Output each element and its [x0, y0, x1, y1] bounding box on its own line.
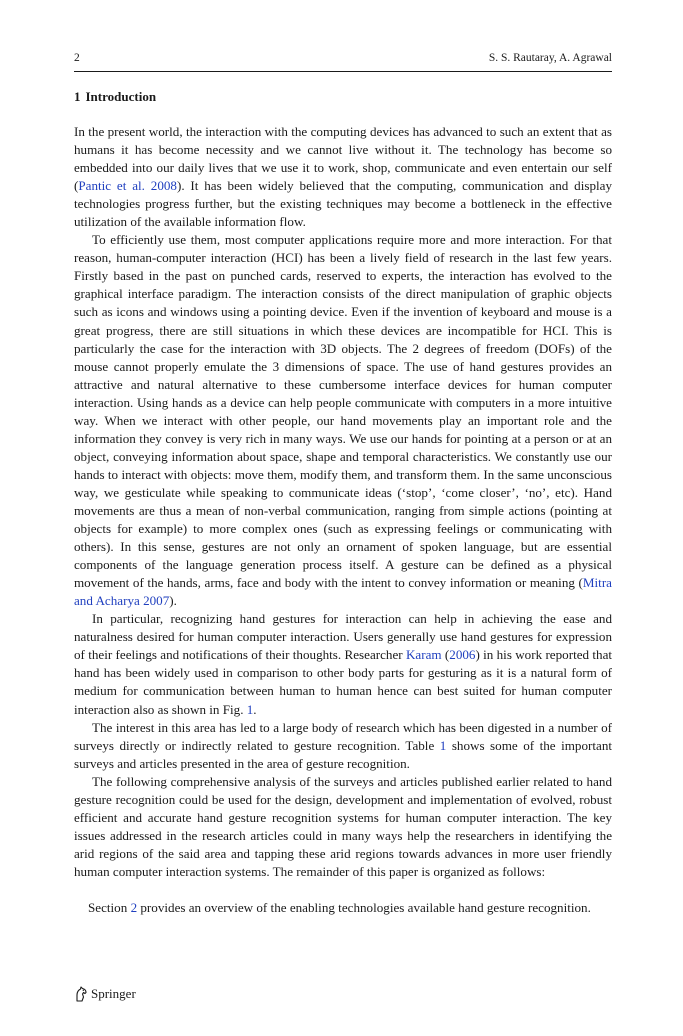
body-text [74, 123, 612, 917]
table-link[interactable]: 1 [439, 737, 447, 753]
section-number: 1 [74, 89, 81, 104]
text-run: The following comprehensive analysis of the surveys and articles published earlier related to hand gesture recognition could be used for the design, development and implementation of evolved, robust efficient and accurate hand gesture recognition systems for human computer interaction. The key issues addressed in the research articles could in many ways help the researchers in identifying the arid regions of the said area and tapping these arid regions towards advances in more user friendly human computer interaction systems. The remainder of this paper is organized as follows: [74, 773, 612, 879]
section-link[interactable]: 2 [130, 899, 138, 915]
header-rule [74, 71, 612, 72]
text-run: ). [169, 593, 177, 609]
text-run: shows some of the important surveys and articles presented in the area of gesture recognition. [74, 737, 613, 771]
text-run: . [253, 701, 257, 717]
citation-link[interactable]: Pantic et al. 2008 [78, 178, 177, 194]
text-run: provides an overview of the enabling technologies available hand gesture recognition. [137, 899, 591, 915]
publisher-footer [74, 985, 136, 1003]
text-run: Section [88, 899, 131, 915]
section-heading [74, 88, 156, 106]
text-run: In the present world, the interaction with the computing devices has advanced to such an extent that as humans it has become necessity and we cannot live without it. The technology has become so embedded into our daily lives that we use it to work, shop, communicate and even entertain our self ( [74, 124, 612, 194]
springer-horse-icon [74, 986, 88, 1002]
text-run: To efficiently use them, most computer applications require more and more interaction. For that reason, human-computer interaction (HCI) has been a lively field of research in the last few years. Firstly based in the past on punched cards, reserved to experts, the interaction has evolved to the graphical interface paradigm. The interaction consists of the direct manipulation of graphic objects such as icons and windows using a pointing device. Even if the invention of keyboard and mouse is a great progress, there are still situations in which these devices are incompatible for HCI. This is particularly the case for the interaction with 3D objects. The 2 degrees of freedom (DOFs) of the mouse cannot properly emulate the 3 dimensions of space. The use of hand gestures provides an attractive and natural alternative to these cumbersome interface devices for human computer interaction. Using hands as a device can help people communicate with computers in a more intuitive way. When we interact with other people, our hand movements play an important role and the information they convey is very rich in many ways. We use our hands for pointing at a person or at an object, conveying information about space, shape and temporal characteristics. We constantly use our hands to interact with objects: move them, modify them, and transform them. In the same unconscious way, we gesticulate while speaking to communicate ideas (‘stop’, ‘come closer’, ‘no’, etc). Hand movements are thus a mean of non-verbal communication, ranging from simple actions (pointing at objects for example) to more complex ones (such as expressing feelings or communicating with others). In this sense, gestures are not only an ornament of spoken language, but are essential components of the language generation process itself. A gesture can be defined as a physical movement of the hands, arms, face and body with the intent to convey information or meaning ( [74, 232, 612, 591]
text-run: ( [441, 647, 450, 663]
figure-link[interactable]: 1 [246, 701, 254, 717]
section-title: Introduction [85, 89, 157, 104]
running-authors: S. S. Rautaray, A. Agrawal [488, 52, 612, 64]
page-number: 2 [74, 52, 80, 64]
publisher-name: Springer [91, 986, 136, 1001]
text-run: The interest in this area has led to a large body of research which has been digested in a number of surveys directly or indirectly related to gesture recognition. Table [74, 719, 612, 753]
paragraph-5 [74, 773, 612, 881]
paragraph-4 [74, 719, 612, 773]
paragraph-3 [74, 610, 612, 718]
paragraph-2 [74, 231, 612, 610]
text-run: ) in his work reported that hand has been widely used in comparison to other body parts for gesturing as it is a natural form of medium for communication between human to human hence can best suited for human computer interaction also as shown in Fig. [74, 647, 613, 717]
paragraph-6 [74, 899, 612, 917]
citation-link[interactable]: Karam [405, 647, 442, 663]
text-run: In particular, recognizing hand gestures for interaction can help in achieving the ease and naturalness desired for human computer interaction. Users generally use hand gestures for expression of their feelings and notifications of their thoughts. Researcher [74, 611, 612, 663]
citation-link[interactable]: 2006 [449, 647, 476, 663]
citation-link[interactable]: Mitra and Acharya 2007 [74, 575, 612, 609]
paragraph-1 [74, 123, 612, 231]
text-run: ). It has been widely believed that the computing, communication and display technologies progress further, but the existing techniques may become a bottleneck in the effective utilization of the available information flow. [74, 178, 612, 230]
